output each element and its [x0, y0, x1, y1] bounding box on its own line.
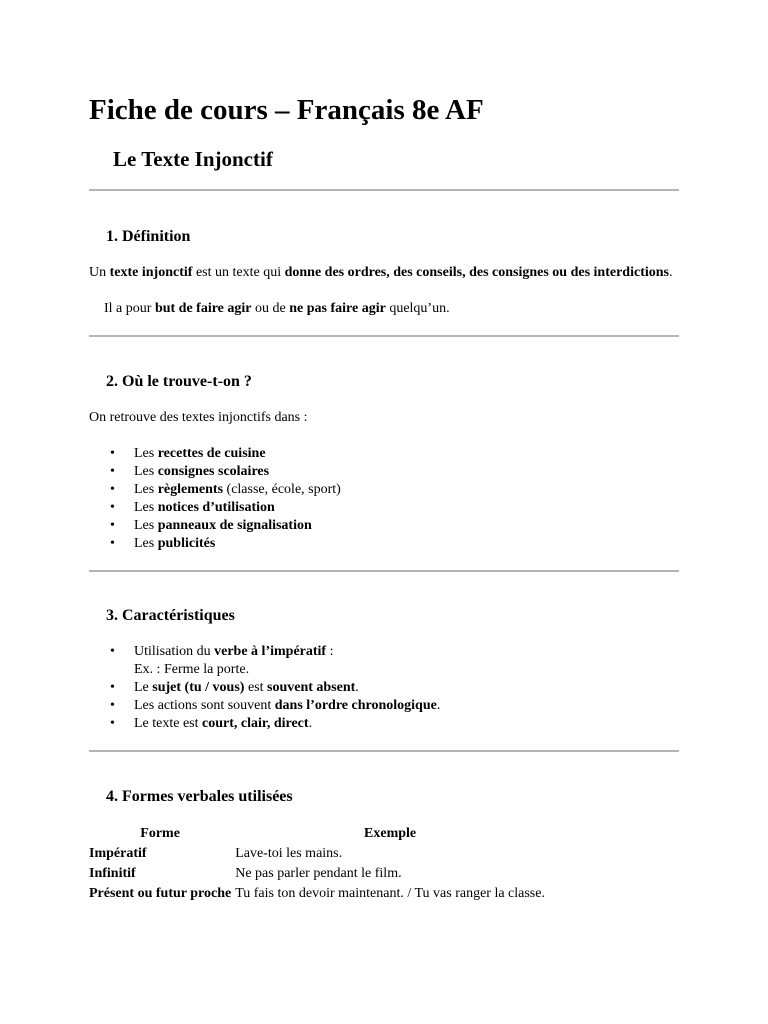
emphasis-term: verbe à l’impératif: [214, 644, 327, 659]
text-run: Le texte est: [134, 716, 203, 731]
section-location-heading: 2. Où le trouve-t-on ?: [106, 373, 252, 390]
text-run: ou de: [251, 301, 290, 316]
list-item: [89, 535, 341, 553]
example-text: Ex. : Ferme la porte.: [134, 662, 250, 677]
emphasis-term: notices d’utilisation: [157, 500, 275, 515]
section-features-heading: 3. Caractéristiques: [106, 607, 235, 624]
verb-forms-table: [87, 824, 547, 904]
emphasis-term: souvent absent: [267, 680, 356, 695]
list-item: [89, 643, 440, 679]
text-run: Il a pour: [104, 301, 155, 316]
emphasis-term: publicités: [157, 536, 216, 551]
text-run: est un texte qui: [192, 265, 285, 280]
list-item: [89, 463, 341, 481]
text-run: .: [436, 698, 441, 713]
text-run: .: [355, 680, 359, 695]
emphasis-term: règlements: [157, 482, 224, 497]
section-divider: [89, 189, 679, 191]
emphasis-phrase: ne pas faire agir: [289, 301, 386, 316]
table-cell-form: Infinitif: [89, 866, 136, 881]
table-header-row: [87, 824, 547, 844]
column-header-example: Exemple: [364, 826, 417, 841]
list-item: [89, 499, 341, 517]
emphasis-term: texte injonctif: [109, 265, 193, 280]
text-run: Les actions sont souvent: [134, 698, 275, 713]
table-cell-example: Ne pas parler pendant le film.: [235, 866, 402, 881]
section-divider: [89, 335, 679, 337]
text-run: Les: [134, 482, 158, 497]
text-run: Les: [134, 518, 158, 533]
definition-purpose-paragraph: [104, 300, 679, 318]
table-cell-form: Impératif: [89, 846, 147, 861]
section-verb-forms-heading: 4. Formes verbales utilisées: [106, 788, 293, 805]
list-item: [89, 445, 341, 463]
text-run: quelqu’un.: [385, 301, 450, 316]
section-divider: [89, 570, 679, 572]
list-item: [89, 517, 341, 535]
page-title: Fiche de cours – Français 8e AF: [89, 94, 484, 126]
text-run: (classe, école, sport): [223, 482, 341, 497]
text-run: :: [326, 644, 334, 659]
text-run: .: [308, 716, 313, 731]
list-item: [89, 715, 440, 733]
text-run: Les: [134, 500, 158, 515]
table-cell-example: Tu fais ton devoir maintenant. / Tu vas ranger la classe.: [235, 886, 545, 901]
emphasis-term: recettes de cuisine: [157, 446, 266, 461]
emphasis-term: dans l’ordre chronologique: [274, 698, 437, 713]
table-row: [87, 844, 547, 864]
text-run: est: [244, 680, 267, 695]
table-row: [87, 864, 547, 884]
table-cell-form: Présent ou futur proche: [89, 886, 232, 901]
text-run: Les: [134, 464, 158, 479]
table-row: [87, 884, 547, 904]
text-run: Un: [89, 265, 110, 280]
emphasis-phrase: but de faire agir: [154, 301, 252, 316]
text-run: Les: [134, 536, 158, 551]
page-subtitle: Le Texte Injonctif: [113, 147, 273, 171]
location-intro: On retrouve des textes injonctifs dans :: [89, 410, 308, 425]
text-run: Le: [134, 680, 153, 695]
section-definition-heading: 1. Définition: [106, 228, 191, 245]
emphasis-phrase: donne des ordres, des conseils, des consignes ou des interdictions: [284, 265, 669, 280]
emphasis-term: panneaux de signalisation: [157, 518, 312, 533]
table-cell-example: Lave-toi les mains.: [235, 846, 343, 861]
section-divider: [89, 750, 679, 752]
definition-paragraph: [89, 264, 679, 282]
location-list: [89, 445, 341, 553]
list-item: [89, 679, 440, 697]
emphasis-term: consignes scolaires: [157, 464, 270, 479]
emphasis-term: court, clair, direct: [202, 716, 309, 731]
text-run: .: [669, 265, 673, 280]
list-item: [89, 481, 341, 499]
list-item: [89, 697, 440, 715]
text-run: Les: [134, 446, 158, 461]
text-run: Utilisation du: [134, 644, 215, 659]
emphasis-term: sujet (tu / vous): [152, 680, 245, 695]
column-header-form: Forme: [140, 826, 180, 841]
features-list: [89, 643, 440, 733]
